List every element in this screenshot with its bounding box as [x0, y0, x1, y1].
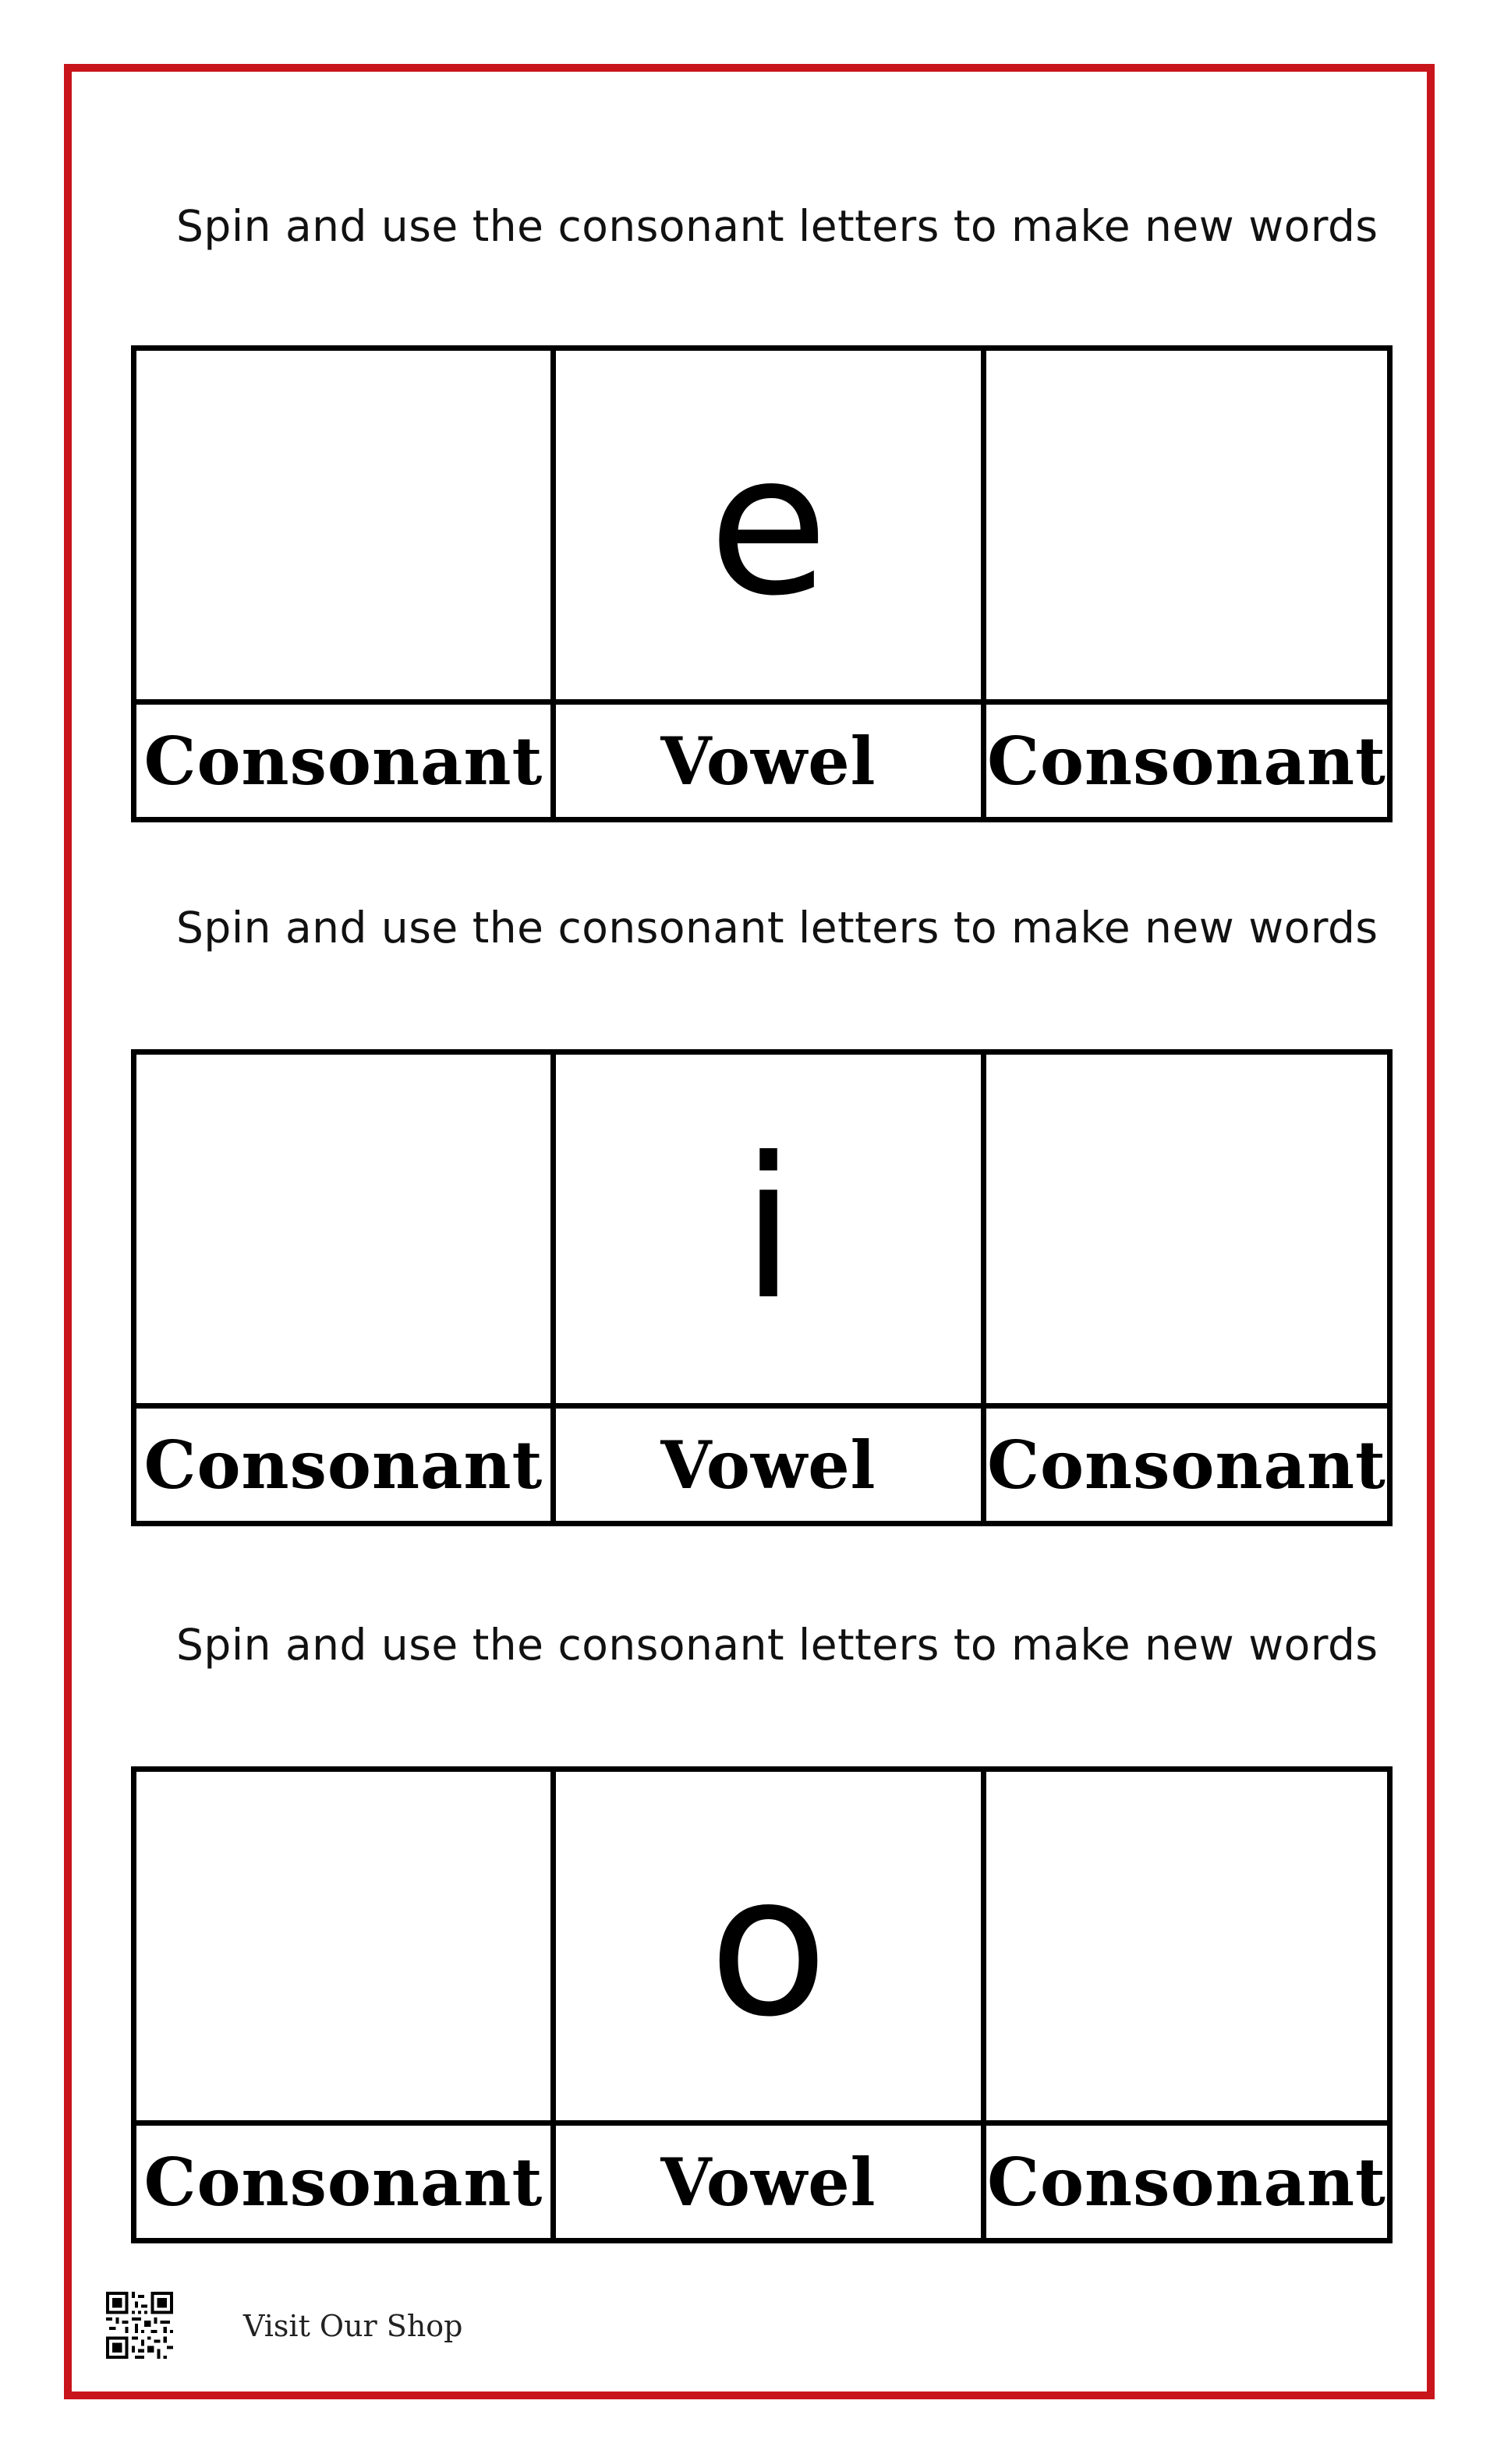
- consonant-label: Consonant: [136, 705, 556, 817]
- instruction-text: Spin and use the consonant letters to make new words: [176, 903, 1378, 953]
- qr-code-icon[interactable]: [106, 2292, 173, 2359]
- visit-shop-link[interactable]: Visit Our Shop: [243, 2309, 463, 2343]
- vowel-slot: [556, 1055, 986, 1409]
- instruction-text: Spin and use the consonant letters to make new words: [176, 1620, 1378, 1670]
- vowel-letter: e: [708, 411, 829, 638]
- consonant-slot-right[interactable]: [986, 1772, 1387, 2126]
- instruction-text: Spin and use the consonant letters to make new words: [176, 201, 1378, 251]
- consonant-slot-left[interactable]: [136, 351, 556, 705]
- word-card-grid: [131, 345, 1393, 822]
- vowel-letter: o: [709, 1832, 828, 2059]
- consonant-label: Consonant: [136, 1409, 556, 1521]
- consonant-label: Consonant: [987, 722, 1386, 800]
- vowel-label: Vowel: [556, 705, 986, 817]
- footer: [106, 2292, 652, 2362]
- consonant-slot-left[interactable]: [136, 1772, 556, 2126]
- consonant-slot-left[interactable]: [136, 1055, 556, 1409]
- vowel-slot: [556, 351, 986, 705]
- word-card-grid: [131, 1049, 1393, 1526]
- consonant-slot-right[interactable]: [986, 351, 1387, 705]
- vowel-letter: i: [741, 1115, 796, 1342]
- vowel-label: Vowel: [556, 2126, 986, 2238]
- consonant-label: Consonant: [987, 2143, 1386, 2221]
- consonant-slot-right[interactable]: [986, 1055, 1387, 1409]
- consonant-label: Consonant: [987, 1426, 1386, 1504]
- vowel-label: Vowel: [556, 1409, 986, 1521]
- word-card-grid: [131, 1766, 1393, 2243]
- vowel-slot: [556, 1772, 986, 2126]
- consonant-label: Consonant: [136, 2126, 556, 2238]
